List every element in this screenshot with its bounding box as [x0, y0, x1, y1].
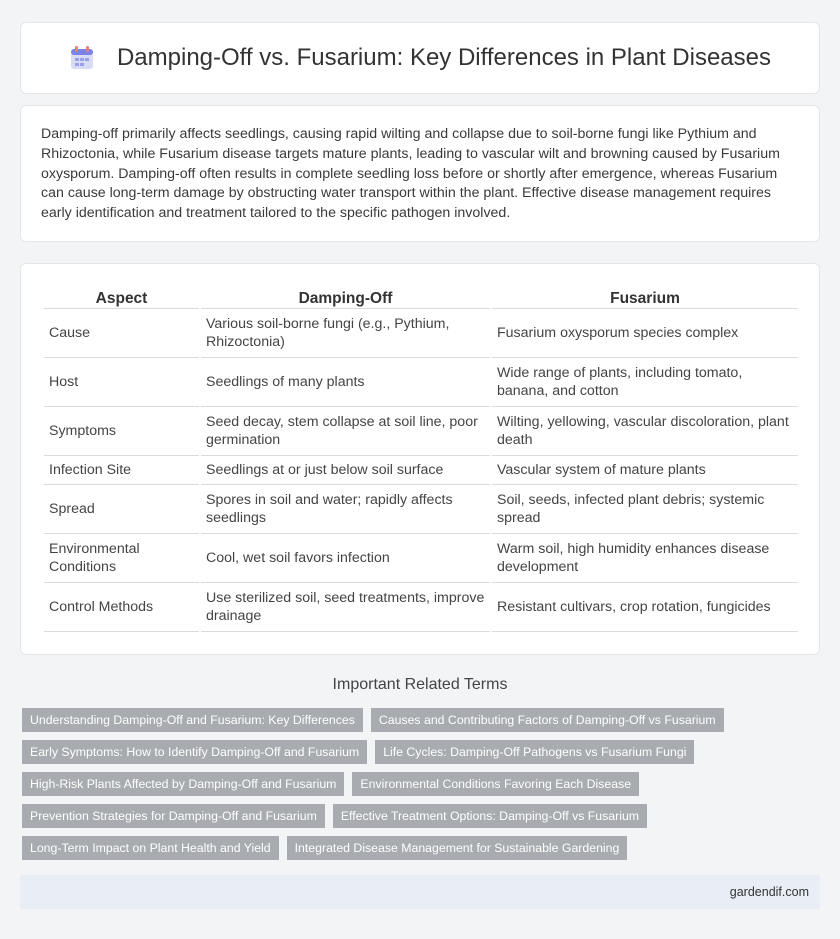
table-cell: Various soil-borne fungi (e.g., Pythium, Rhizoctonia)	[201, 309, 490, 358]
tag-row	[22, 740, 822, 764]
related-term-link[interactable]: Causes and Contributing Factors of Damping-Off vs Fusarium	[371, 708, 724, 732]
table-row	[44, 456, 798, 485]
intro-section	[20, 105, 820, 242]
comparison-table	[42, 284, 800, 632]
related-term-link[interactable]: Understanding Damping-Off and Fusarium: Key Differences	[22, 708, 363, 732]
intro-text: Damping-off primarily affects seedlings, causing rapid wilting and collapse due to soil-borne fungi like Pythium and Rhizoctonia, while Fusarium disease targets mature plants, leading to vascular wilt and browning caused by Fusarium oxysporum. Damping-off often results in complete seedling loss before or shortly after emergence, whereas Fusarium can cause long-term damage by obstructing water transport within the plant. Effective disease management requires early identification and treatment tailored to the specific pathogen involved.	[41, 126, 780, 222]
page-header	[20, 22, 820, 94]
column-header-aspect: Aspect	[44, 284, 199, 309]
table-cell: Fusarium oxysporum species complex	[492, 309, 798, 358]
related-term-link[interactable]: Prevention Strategies for Damping-Off and Fusarium	[22, 804, 325, 828]
calendar-icon	[69, 45, 95, 71]
related-term-link[interactable]: Integrated Disease Management for Sustainable Gardening	[287, 836, 628, 860]
related-term-link[interactable]: Long-Term Impact on Plant Health and Yield	[22, 836, 279, 860]
table-cell: Use sterilized soil, seed treatments, improve drainage	[201, 583, 490, 632]
table-row	[44, 485, 798, 534]
related-term-link[interactable]: Effective Treatment Options: Damping-Off vs Fusarium	[333, 804, 647, 828]
table-cell: Seed decay, stem collapse at soil line, poor germination	[201, 407, 490, 456]
table-cell: Wide range of plants, including tomato, banana, and cotton	[492, 358, 798, 407]
page-title: Damping-Off vs. Fusarium: Key Differences in Plant Diseases	[116, 44, 772, 71]
table-cell: Symptoms	[44, 407, 199, 456]
table-cell: Cause	[44, 309, 199, 358]
table-row	[44, 534, 798, 583]
table-cell: Spores in soil and water; rapidly affects seedlings	[201, 485, 490, 534]
related-term-link[interactable]: Environmental Conditions Favoring Each Disease	[352, 772, 639, 796]
tag-row	[22, 772, 822, 796]
related-term-link[interactable]: Life Cycles: Damping-Off Pathogens vs Fusarium Fungi	[375, 740, 694, 764]
table-cell: Vascular system of mature plants	[492, 456, 798, 485]
column-header-damping-off: Damping-Off	[201, 284, 490, 309]
table-cell: Host	[44, 358, 199, 407]
table-cell: Control Methods	[44, 583, 199, 632]
tag-row	[22, 836, 822, 860]
tag-row	[22, 708, 822, 732]
table-cell: Environmental Conditions	[44, 534, 199, 583]
column-header-fusarium: Fusarium	[492, 284, 798, 309]
table-cell: Infection Site	[44, 456, 199, 485]
related-terms-list	[22, 708, 822, 868]
table-cell: Seedlings of many plants	[201, 358, 490, 407]
table-cell: Wilting, yellowing, vascular discoloration, plant death	[492, 407, 798, 456]
related-terms-title: Important Related Terms	[332, 676, 508, 693]
table-row	[44, 309, 798, 358]
tag-row	[22, 804, 822, 828]
comparison-table-card	[20, 263, 820, 655]
table-cell: Soil, seeds, infected plant debris; systemic spread	[492, 485, 798, 534]
table-row	[44, 407, 798, 456]
table-cell: Warm soil, high humidity enhances disease development	[492, 534, 798, 583]
footer-site-link[interactable]: gardendif.com	[729, 885, 809, 899]
table-row	[44, 358, 798, 407]
table-header-row	[44, 284, 798, 309]
table-row	[44, 583, 798, 632]
related-term-link[interactable]: High-Risk Plants Affected by Damping-Off and Fusarium	[22, 772, 344, 796]
table-cell: Cool, wet soil favors infection	[201, 534, 490, 583]
table-cell: Seedlings at or just below soil surface	[201, 456, 490, 485]
footer	[20, 875, 820, 909]
table-cell: Spread	[44, 485, 199, 534]
related-term-link[interactable]: Early Symptoms: How to Identify Damping-Off and Fusarium	[22, 740, 367, 764]
table-cell: Resistant cultivars, crop rotation, fungicides	[492, 583, 798, 632]
